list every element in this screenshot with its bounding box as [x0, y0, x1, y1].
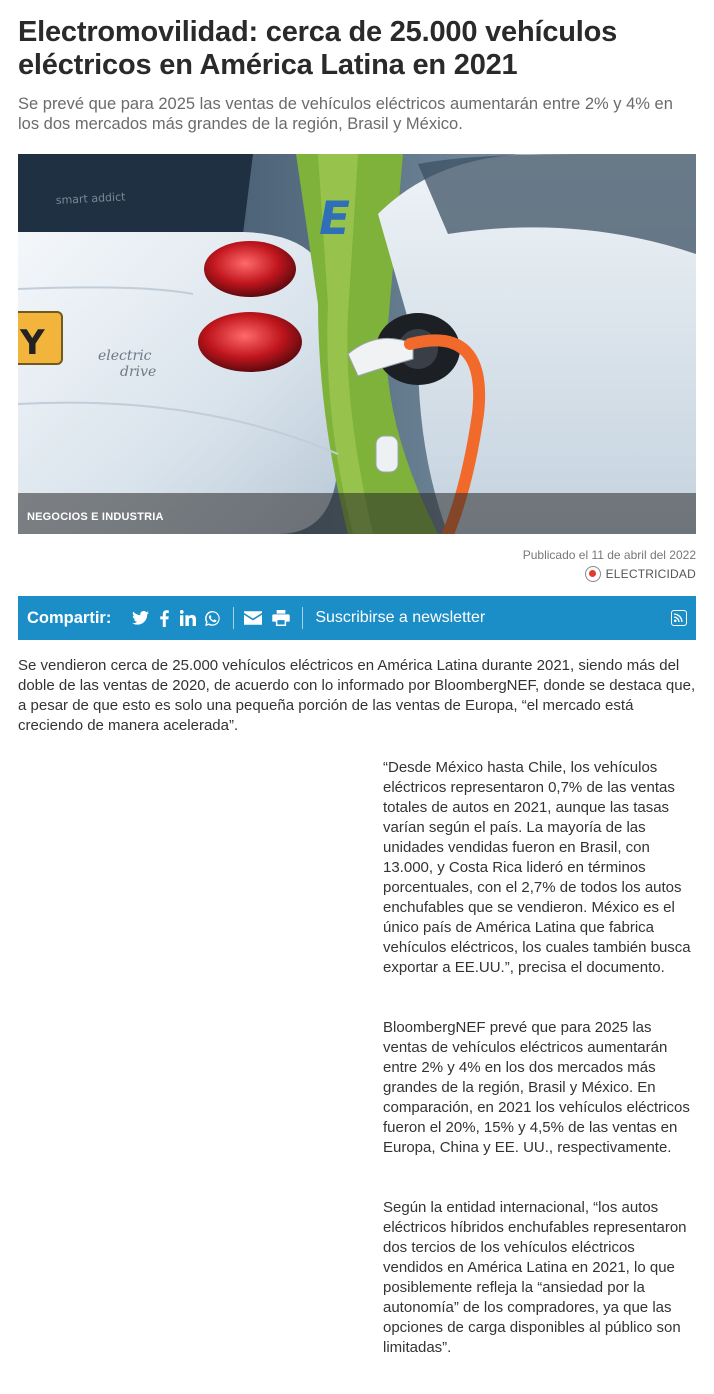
email-icon[interactable]	[242, 607, 264, 629]
article-meta	[523, 546, 696, 585]
body-paragraph-2: BloombergNEF prevé que para 2025 las ventas de vehículos eléctricos aumentarán entre 2% y 4% en los dos mercados más grandes de la región, Brasil y México. En comparación, en 2021 los vehículos eléctricos fueron el 20%, 15% y 4,5% de las ventas en Europa, China y EE. UU., respectivamente.	[383, 1019, 690, 1156]
twitter-icon[interactable]	[129, 607, 151, 629]
newsletter-link[interactable]: Suscribirse a newsletter	[315, 609, 486, 626]
hero-image	[18, 154, 696, 534]
linkedin-icon[interactable]	[177, 607, 199, 629]
body-paragraph-1: “Desde México hasta Chile, los vehículos eléctricos representaron 0,7% de las ventas totales de autos en 2021, aunque las tasas varían según el país. La mayoría de las unidades vendidas fueron en Brasil, con 13.000, y Costa Rica lideró en términos porcentuales, con el 2,7% de todos los autos enchufables que se vendieron. México es el único país de América Latina que fabrica vehículos eléctricos, los cuales también busca exportar a EE.UU.”, precisa el documento.	[383, 759, 691, 976]
hero-photo-ev-charging	[18, 154, 696, 534]
share-bar	[18, 596, 696, 640]
plate-text: Y	[20, 323, 45, 363]
lead-paragraph: Se vendieron cerca de 25.000 vehículos eléctricos en América Latina durante 2021, siendo más del doble de las ventas de 2020, de acuerdo con lo informado por BloombergNEF, donde se destaca que, a pesar de que esto es solo una pequeña porción de las ventas de Europa, “el mercado está creciendo de manera acelerada”.	[18, 657, 696, 734]
car-text-drive: drive	[120, 364, 157, 380]
share-separator	[233, 607, 234, 629]
car-badge-text: smart addict	[55, 190, 126, 207]
tag-label: ELECTRICIDAD	[605, 567, 696, 581]
facebook-icon[interactable]	[153, 607, 175, 629]
tag-icon	[585, 566, 601, 582]
article-title: Electromovilidad: cerca de 25.000 vehículos eléctricos en América Latina en 2021	[18, 16, 618, 81]
published-date: Publicado el 11 de abril del 2022	[522, 548, 696, 562]
share-separator-2	[302, 607, 303, 629]
station-logo: E	[313, 191, 355, 245]
category-label[interactable]: NEGOCIOS E INDUSTRIA	[27, 511, 164, 523]
car-text-electric: electric	[98, 348, 152, 364]
share-label: Compartir:	[27, 608, 112, 627]
print-icon[interactable]	[270, 607, 292, 629]
rss-icon[interactable]	[671, 610, 687, 626]
article-subtitle: Se prevé que para 2025 las ventas de vehículos eléctricos aumentarán entre 2% y 4% en los dos mercados más grandes de la región, Brasil y México.	[18, 95, 673, 133]
whatsapp-icon[interactable]	[201, 607, 223, 629]
body-paragraph-3: Según la entidad internacional, “los autos eléctricos híbridos enchufables representaron dos tercios de los vehículos eléctricos vendidos en América Latina en 2021, lo que posiblemente refleja la “ansiedad por la autonomía” de los compradores, ya que las opciones de carga disponibles al público son limitadas”.	[383, 1199, 687, 1356]
tag-link[interactable]	[585, 566, 696, 582]
